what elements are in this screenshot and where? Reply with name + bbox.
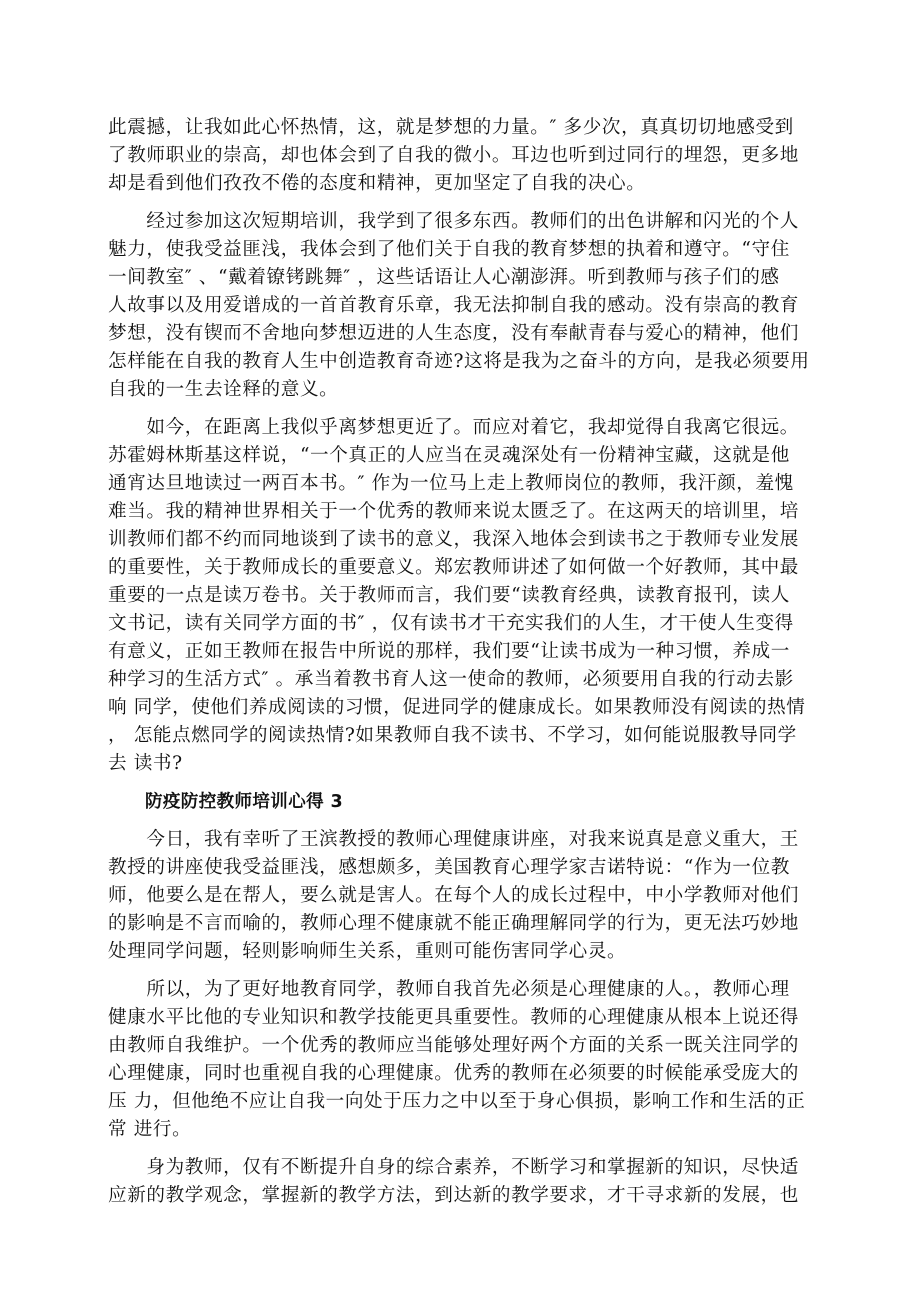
text-line: 通宵达旦地读过一两百本书。″ 作为一位马上走上教师岗位的教师，我汗颜，羞愧: [108, 473, 794, 494]
text-line: 由教师自我维护。一个优秀的教师应当能够处理好两个方面的关系一既关注同学的: [108, 1035, 799, 1056]
text-line: 苏霍姆林斯基这样说，“一个真正的人应当在灵魂深处有一份精神宝藏，这就是他: [108, 445, 790, 466]
text-line: 人故事以及用爱谱成的一首首教育乐章，我无法抑制自我的感动。没有崇高的教育: [108, 295, 799, 316]
text-line: 去 读书?: [108, 753, 183, 774]
text-line: 训教师们都不约而同地谈到了读书的意义，我深入地体会到读书之于教师专业发展: [108, 529, 799, 550]
text-line: 难当。我的精神世界相关于一个优秀的教师来说太匮乏了。在这两天的培训里，培: [108, 501, 799, 522]
text-line: 种学习的生活方式″ 。承当着教书育人这一使命的教师，必须要用自我的行动去影: [108, 669, 794, 690]
text-line: 重要的一点是读万卷书。关于教师而言，我们要“读教育经典，读教育报刊，读人: [108, 585, 790, 606]
text-line: ， 怎能点燃同学的阅读热情?如果教师自我不读书、不学习，如何能说服教导同学: [108, 725, 797, 746]
text-line: 了教师职业的崇高，却也体会到了自我的微小。耳边也听到过同行的埋怨，更多地: [108, 145, 799, 166]
text-line: 教授的讲座使我受益匪浅，感想颇多，美国教育心理学家吉诺特说：“作为一位教: [108, 857, 790, 878]
text-line: 应新的教学观念，掌握新的教学方法，到达新的教学要求，才干寻求新的发展，也: [108, 1185, 799, 1206]
text-line: 今日，我有幸听了王滨教授的教师心理健康讲座，对我来说真是意义重大，王: [108, 829, 799, 850]
text-line: 此震撼，让我如此心怀热情，这，就是梦想的力量。″ 多少次，真真切切地感受到: [108, 117, 794, 138]
text-line: 有意义，正如王教师在报告中所说的那样，我们要“让读书成为一种习惯，养成一: [108, 641, 790, 662]
text-line: 魅力，使我受益匪浅，我体会到了他们关于自我的教育梦想的执着和遵守。“守住: [108, 239, 790, 260]
text-line: 处理同学问题，轻则影响师生关系，重则可能伤害同学心灵。: [108, 941, 627, 962]
text-line: 身为教师，仅有不断提升自身的综合素养，不断学习和掌握新的知识，尽快适: [108, 1157, 799, 1178]
text-line: 师，他要么是在帮人，要么就是害人。在每个人的成长过程中，中小学教师对他们: [108, 885, 799, 906]
text-line: 的重要性，关于教师成长的重要意义。郑宏教师讲述了如何做一个好教师，其中最: [108, 557, 799, 578]
paragraph-2: [108, 208, 816, 404]
text-line: 心理健康，同时也重视自我的心理健康。优秀的教师在必须要的时候能承受庞大的: [108, 1063, 799, 1084]
text-line: 却是看到他们孜孜不倦的态度和精神，更加坚定了自我的决心。: [108, 173, 646, 194]
section-heading: 防疫防控教师培训心得 3: [145, 792, 344, 812]
text-line: 如今，在距离上我似乎离梦想更近了。而应对着它，我却觉得自我离它很远。: [108, 417, 799, 438]
text-line: 所以，为了更好地教育同学，教师自我首先必须是心理健康的人。，教师心理: [108, 979, 790, 1000]
text-line: 一间教室″ 、“戴着镣铐跳舞″ ，这些话语让人心潮澎湃。听到教师与孩子们的感: [108, 267, 780, 288]
text-line: 怎样能在自我的教育人生中创造教育奇迹?这将是我为之奋斗的方向，是我必须要用: [108, 351, 810, 372]
text-line: 响 同学，使他们养成阅读的习惯，促进同学的健康成长。如果教师没有阅读的热情: [108, 697, 806, 718]
text-line: 自我的一生去诠释的意义。: [108, 379, 339, 400]
text-line: 压 力，但他绝不应让自我一向处于压力之中以至于身心俱损，影响工作和生活的正: [108, 1091, 806, 1112]
text-line: 经过参加这次短期培训，我学到了很多东西。教师们的出色讲解和闪光的个人: [108, 211, 799, 232]
document-page: [108, 114, 816, 1220]
paragraph-6: [108, 1154, 816, 1210]
paragraph-3: [108, 414, 816, 778]
text-line: 常 进行。: [108, 1119, 192, 1140]
text-line: 文书记，读有关同学方面的书″ ，仅有读书才干充实我们的人生，才干使人生变得: [108, 613, 794, 634]
paragraph-5: [108, 976, 816, 1144]
paragraph-1: [108, 114, 816, 198]
paragraph-4: [108, 826, 816, 966]
text-line: 的影响是不言而喻的，教师心理不健康就不能正确理解同学的行为，更无法巧妙地: [108, 913, 799, 934]
text-line: 梦想，没有锲而不舍地向梦想迈进的人生态度，没有奉献青春与爱心的精神，他们: [108, 323, 799, 344]
text-line: 健康水平比他的专业知识和教学技能更具重要性。教师的心理健康从根本上说还得: [108, 1007, 799, 1028]
